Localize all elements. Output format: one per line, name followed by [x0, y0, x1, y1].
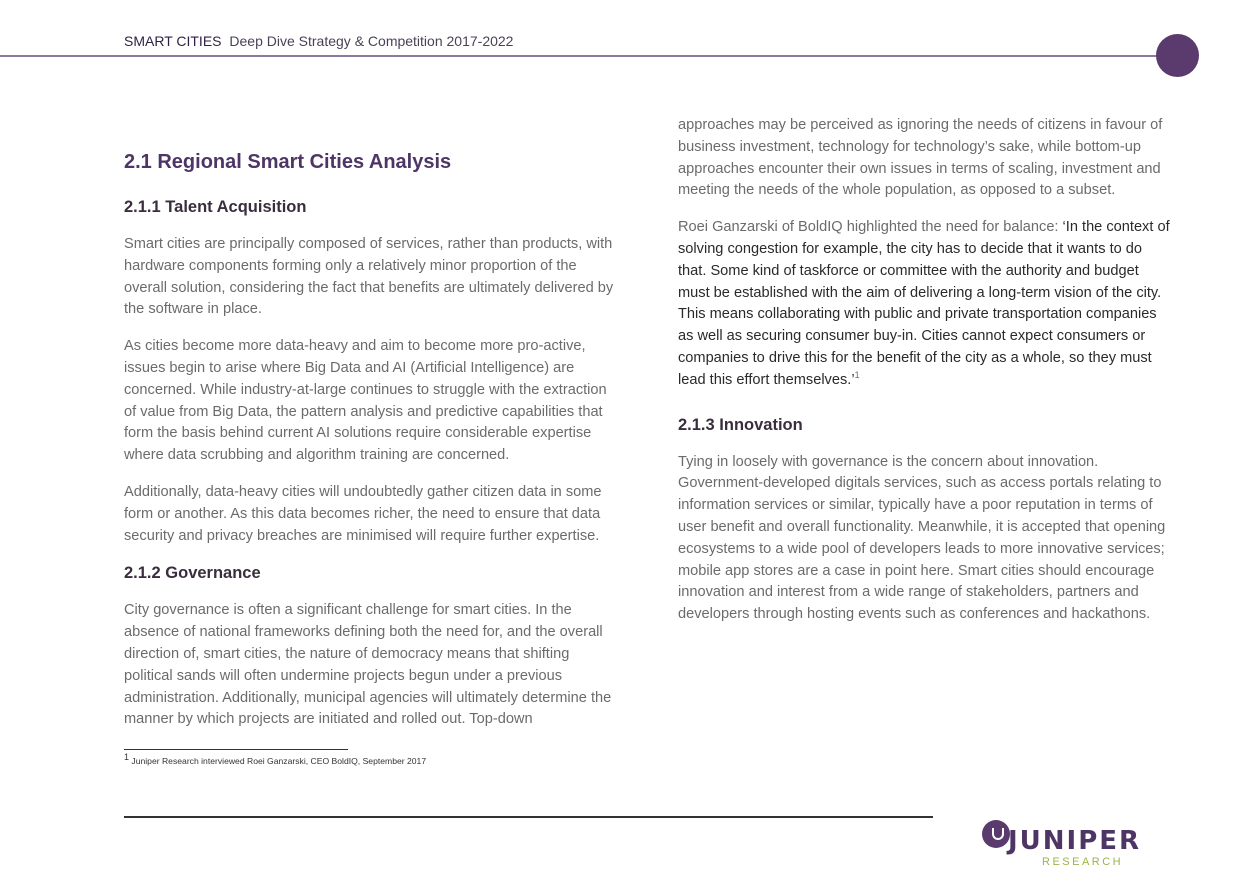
footnote-rule: [124, 749, 348, 750]
paragraph: City governance is often a significant challenge for smart cities. In the absence of national frameworks defining both the need for, and the overall direction of, smart cities, the nature of democracy means that shifting political sands will often undermine projects begun under a previous administration. Additionally, municipal agencies will ultimately determine the manner by which projects are initiated and rolled out. Top-down: [124, 602, 612, 728]
right-column: [678, 115, 1170, 641]
quote-intro: Roei Ganzarski of BoldIQ highlighted the need for balance:: [678, 219, 1063, 236]
paragraph: approaches may be perceived as ignoring the needs of citizens in favour of business investment, technology for technology’s sake, while bottom-up approaches encounter their own issues in terms of scaling, investment and meeting the needs of the whole population, as opposed to a subset.: [678, 117, 1163, 199]
header-brand: SMART CITIES: [124, 33, 222, 49]
left-column: [124, 148, 616, 746]
footnote: [124, 752, 427, 766]
footnote-ref[interactable]: 1: [854, 369, 860, 380]
footer-rule: [124, 816, 933, 818]
paragraph: Smart cities are principally composed of services, rather than products, with hardware components forming only a relatively minor proportion of the overall solution, considering the fact that benefits are ultimately delivered by the software in place.: [124, 236, 614, 318]
footnote-text: Juniper Research interviewed Roei Ganzarski, CEO BoldIQ, September 2017: [129, 756, 427, 766]
heading-governance: 2.1.2 Governance: [124, 564, 261, 583]
heading-innovation: 2.1.3 Innovation: [678, 415, 803, 434]
logo-subtitle: RESEARCH: [1042, 856, 1124, 868]
paragraph: As cities become more data-heavy and aim to become more pro-active, issues begin to arise where Big Data and AI (Artificial Intelligence) are concerned. While industry-at-large continues to struggle with the extraction of value from Big Data, the pattern analysis and predictive capabilities that form the basis behind current AI solutions require considerable expertise where data scrubbing and algorithm training are concerned.: [124, 338, 607, 464]
header-circle-decoration: [1156, 34, 1199, 77]
running-header: [124, 33, 513, 49]
paragraph: Tying in loosely with governance is the concern about innovation. Government-developed digitals services, such as access portals relating to information services or similar, typically have a poor reputation in terms of user benefit and overall functionality. Meanwhile, it is accepted that opening ecosystems to a wide pool of developers leads to more innovative services; mobile app stores are a case in point here. Smart cities should encourage innovation and interest from a wide range of stakeholders, partners and developers through hosting events such as conferences and hackathons.: [678, 453, 1166, 623]
section-title: 2.1 Regional Smart Cities Analysis: [124, 151, 452, 173]
footnote-number: 1: [124, 752, 130, 763]
header-rule: [0, 55, 1160, 57]
quote-paragraph: [678, 217, 1170, 391]
header-subtitle: Deep Dive Strategy & Competition 2017-2022: [229, 33, 514, 49]
logo-name: JUNIPER: [1008, 826, 1142, 856]
heading-talent-acquisition: 2.1.1 Talent Acquisition: [124, 198, 307, 216]
paragraph: Additionally, data-heavy cities will undoubtedly gather citizen data in some form or another. As this data becomes richer, the need to ensure that data security and privacy breaches are minimised will require further expertise.: [124, 483, 602, 544]
quote-text: ‘In the context of solving congestion for example, the city has to decide that it wants to do that. Some kind of taskforce or committee with the authority and budget must be established with the aim of delivering a long-term vision of the city. This means collaborating with public and private transportation companies as well as securing consumer buy-in. Cities cannot expect consumers or companies to drive this for the benefit of the city as a whole, so they must lead this effort themselves.’: [678, 219, 1170, 388]
juniper-logo: [982, 818, 1162, 874]
logo-mark-icon: [982, 820, 1010, 848]
